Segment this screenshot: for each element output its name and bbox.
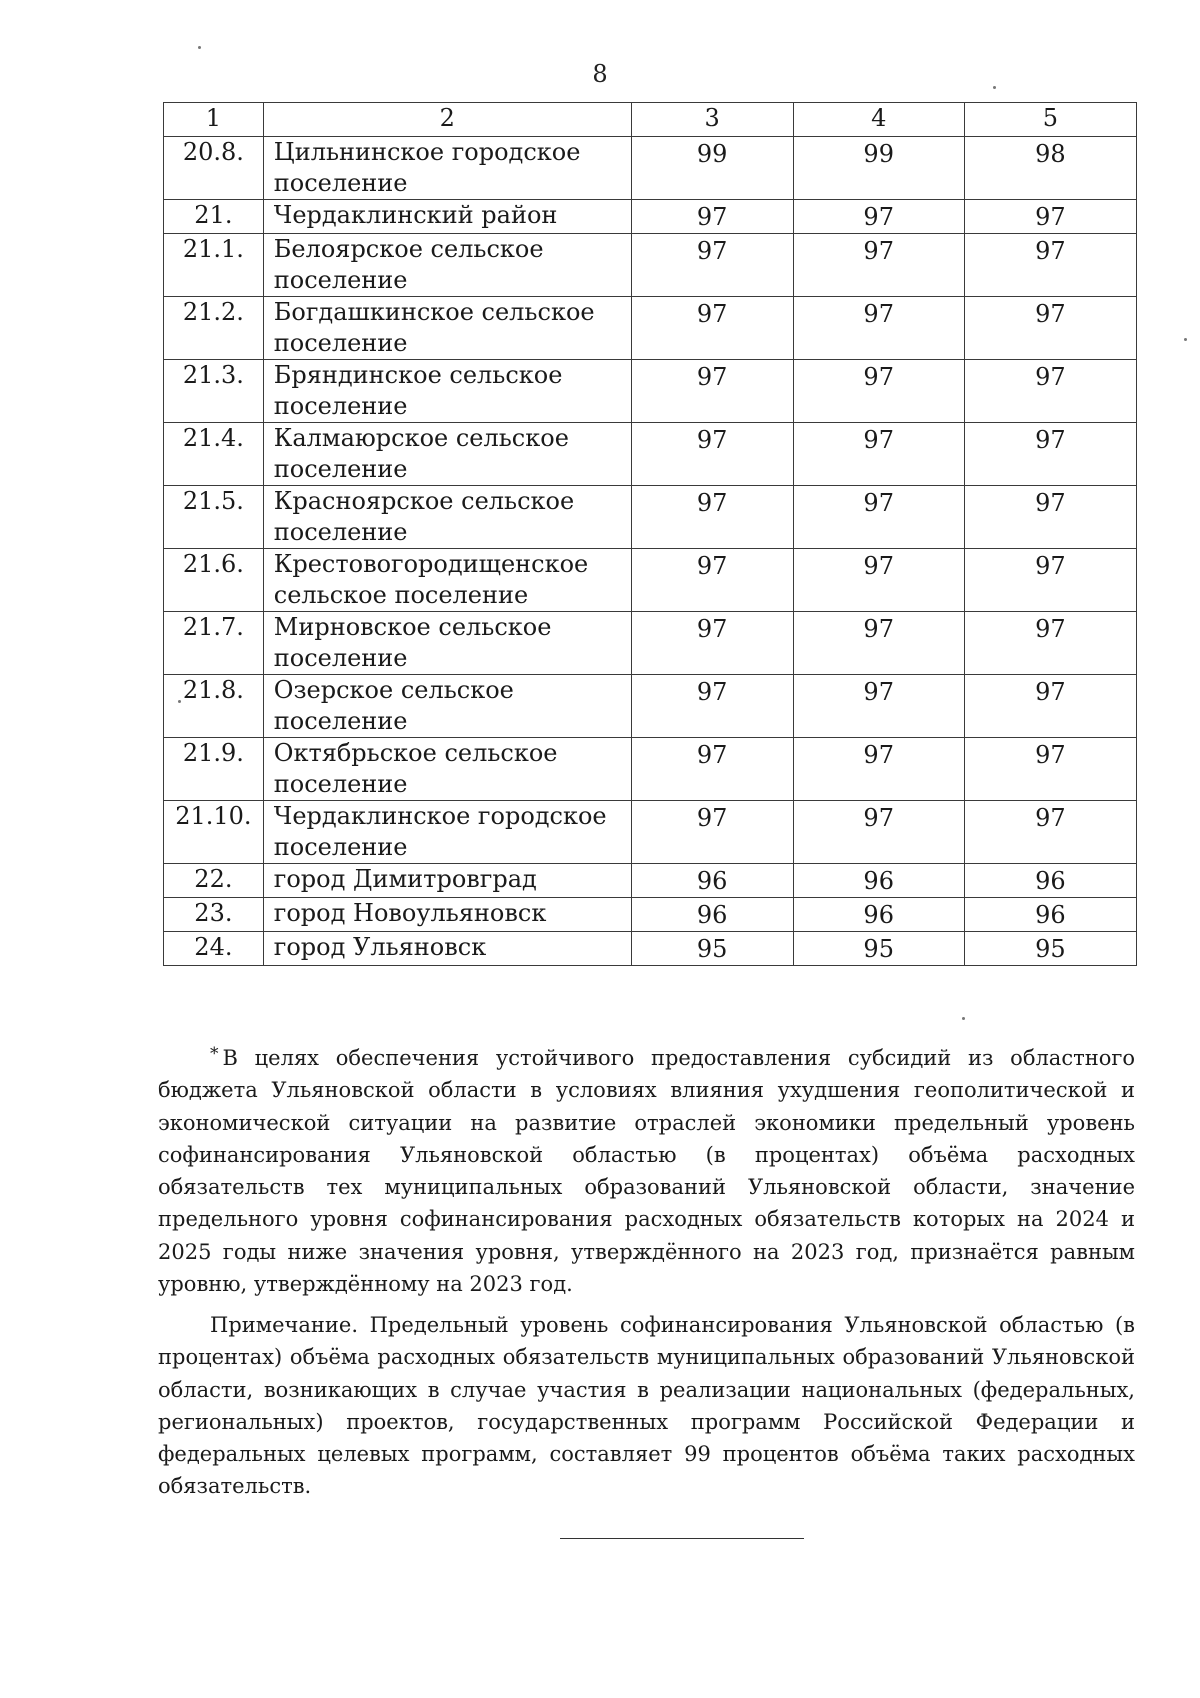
scan-speck [993, 86, 996, 89]
column-header: 5 [964, 103, 1136, 137]
value-col5: 97 [964, 486, 1136, 549]
row-number: 21. [164, 200, 264, 234]
table-row [164, 612, 1137, 675]
value-col3: 97 [631, 675, 793, 738]
value-col4: 96 [793, 864, 964, 898]
column-header: 4 [793, 103, 964, 137]
value-col3: 97 [631, 423, 793, 486]
row-number: 21.5. [164, 486, 264, 549]
row-name: Цильнинское городское поселение [263, 137, 631, 200]
row-name: город Димитровград [263, 864, 631, 898]
cofinancing-table [163, 102, 1137, 966]
value-col4: 97 [793, 738, 964, 801]
row-name: Мирновское сельское поселение [263, 612, 631, 675]
value-col5: 98 [964, 137, 1136, 200]
value-col5: 96 [964, 864, 1136, 898]
value-col5: 96 [964, 898, 1136, 932]
value-col3: 99 [631, 137, 793, 200]
value-col5: 97 [964, 612, 1136, 675]
row-name: Октябрьское сельское поселение [263, 738, 631, 801]
footnote [158, 1038, 1135, 1300]
row-name: Богдашкинское сельское поселение [263, 297, 631, 360]
value-col5: 97 [964, 675, 1136, 738]
value-col5: 97 [964, 234, 1136, 297]
value-col3: 95 [631, 932, 793, 966]
value-col5: 97 [964, 801, 1136, 864]
row-number: 23. [164, 898, 264, 932]
row-name: город Ульяновск [263, 932, 631, 966]
value-col3: 97 [631, 486, 793, 549]
table-row [164, 801, 1137, 864]
row-number: 21.9. [164, 738, 264, 801]
table-row [164, 200, 1137, 234]
row-name: Калмаюрское сельское поселение [263, 423, 631, 486]
table-row [164, 898, 1137, 932]
value-col5: 97 [964, 297, 1136, 360]
value-col3: 96 [631, 898, 793, 932]
row-number: 21.10. [164, 801, 264, 864]
row-name: Чердаклинское городское поселение [263, 801, 631, 864]
table-row [164, 549, 1137, 612]
value-col5: 97 [964, 549, 1136, 612]
value-col4: 99 [793, 137, 964, 200]
row-number: 21.4. [164, 423, 264, 486]
value-col3: 97 [631, 738, 793, 801]
value-col3: 97 [631, 360, 793, 423]
row-name: Белоярское сельское поселение [263, 234, 631, 297]
table-row [164, 738, 1137, 801]
column-header: 1 [164, 103, 264, 137]
row-number: 24. [164, 932, 264, 966]
value-col5: 97 [964, 200, 1136, 234]
value-col5: 97 [964, 423, 1136, 486]
value-col3: 96 [631, 864, 793, 898]
table-row [164, 234, 1137, 297]
note-paragraph: Примечание. Предельный уровень софинансирования Ульяновской областью (в процентах) объёма расходных обязательств муниципальных образований Ульяновской области, возникающих в случае участия в реализации национальных (федеральных, региональных) проектов, государственных программ Российской Федерации и федеральных целевых программ, составляет 99 процентов объёма таких расходных обязательств. [158, 1313, 1135, 1499]
row-number: 21.1. [164, 234, 264, 297]
table-row [164, 137, 1137, 200]
value-col4: 97 [793, 360, 964, 423]
row-name: Бряндинское сельское поселение [263, 360, 631, 423]
value-col4: 97 [793, 801, 964, 864]
row-number: 21.7. [164, 612, 264, 675]
value-col4: 97 [793, 423, 964, 486]
table-row [164, 486, 1137, 549]
value-col4: 97 [793, 549, 964, 612]
row-number: 22. [164, 864, 264, 898]
value-col3: 97 [631, 297, 793, 360]
value-col4: 97 [793, 234, 964, 297]
footnote-text: В целях обеспечения устойчивого предоставления субсидий из областного бюджета Ульяновской области в условиях влияния ухудшения геополитической и экономической ситуации на развитие отраслей экономики предельный уровень софинансирования Ульяновской областью (в процентах) объёма расходных обязательств тех муниципальных образований Ульяновской области, значение предельного уровня софинансирования расходных обязательств которых на 2024 и 2025 годы ниже значения уровня, утверждённого на 2023 год, признаётся равным уровню, утверждённому на 2023 год. [158, 1046, 1135, 1297]
table-header-row [164, 103, 1137, 137]
table-row [164, 297, 1137, 360]
column-header: 2 [263, 103, 631, 137]
footnote-mark: * [210, 1044, 219, 1064]
table-row [164, 864, 1137, 898]
table-row [164, 675, 1137, 738]
table-row [164, 932, 1137, 966]
value-col3: 97 [631, 612, 793, 675]
scan-speck [198, 46, 201, 49]
value-col4: 97 [793, 486, 964, 549]
page-number: 8 [592, 60, 608, 88]
scan-speck [962, 1017, 965, 1020]
row-number: 21.6. [164, 549, 264, 612]
row-name: Озерское сельское поселение [263, 675, 631, 738]
value-col5: 97 [964, 360, 1136, 423]
row-name: Чердаклинский район [263, 200, 631, 234]
value-col3: 97 [631, 200, 793, 234]
column-header: 3 [631, 103, 793, 137]
value-col4: 97 [793, 297, 964, 360]
row-number: 21.8. [164, 675, 264, 738]
table-row [164, 360, 1137, 423]
row-name: город Новоульяновск [263, 898, 631, 932]
scan-speck [178, 700, 181, 703]
value-col4: 96 [793, 898, 964, 932]
row-name: Крестовогородищенское сельское поселение [263, 549, 631, 612]
value-col3: 97 [631, 234, 793, 297]
row-number: 20.8. [164, 137, 264, 200]
value-col5: 97 [964, 738, 1136, 801]
value-col4: 97 [793, 200, 964, 234]
scan-speck [1184, 338, 1187, 341]
value-col4: 97 [793, 675, 964, 738]
row-number: 21.2. [164, 297, 264, 360]
value-col3: 97 [631, 801, 793, 864]
row-name: Красноярское сельское поселение [263, 486, 631, 549]
end-rule-divider [560, 1538, 804, 1539]
table-row [164, 423, 1137, 486]
value-col4: 95 [793, 932, 964, 966]
row-number: 21.3. [164, 360, 264, 423]
value-col3: 97 [631, 549, 793, 612]
value-col4: 97 [793, 612, 964, 675]
value-col5: 95 [964, 932, 1136, 966]
